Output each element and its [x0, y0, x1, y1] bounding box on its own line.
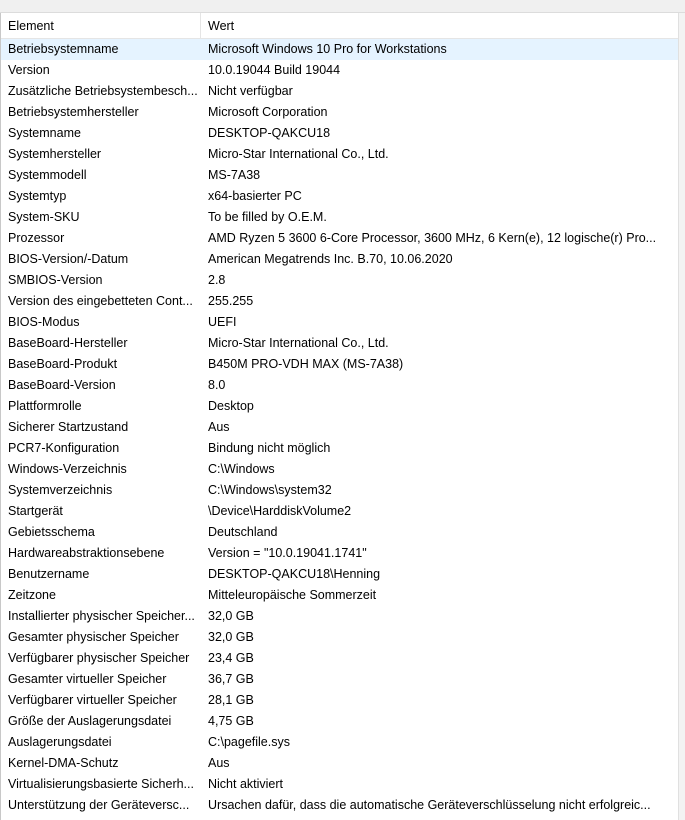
table-row[interactable] [1, 438, 678, 459]
table-row[interactable] [1, 312, 678, 333]
table-row[interactable] [1, 627, 678, 648]
row-element-cell: BaseBoard-Version [8, 378, 116, 392]
row-element-cell: BaseBoard-Produkt [8, 357, 118, 371]
row-element-cell: Systemtyp [8, 189, 67, 203]
table-row[interactable] [1, 606, 678, 627]
table-row[interactable] [1, 585, 678, 606]
row-element-cell: Größe der Auslagerungsdatei [8, 714, 172, 728]
table-row[interactable] [1, 60, 678, 81]
row-value-cell: Deutschland [208, 525, 278, 539]
table-row[interactable] [1, 501, 678, 522]
table-row[interactable] [1, 753, 678, 774]
table-row[interactable] [1, 774, 678, 795]
row-element-cell: Verfügbarer physischer Speicher [8, 651, 190, 665]
row-element-cell: SMBIOS-Version [8, 273, 103, 287]
window-top-bar [0, 0, 685, 13]
row-value-cell: Aus [208, 420, 230, 434]
row-value-cell: 4,75 GB [208, 714, 254, 728]
row-element-cell: Betriebsystemhersteller [8, 105, 139, 119]
row-element-cell: Systemverzeichnis [8, 483, 113, 497]
row-value-cell: 2.8 [208, 273, 226, 287]
row-value-cell: UEFI [208, 315, 237, 329]
row-element-cell: BIOS-Version/-Datum [8, 252, 129, 266]
row-element-cell: Zeitzone [8, 588, 56, 602]
row-value-cell: 10.0.19044 Build 19044 [208, 63, 341, 77]
table-row[interactable] [1, 144, 678, 165]
table-row[interactable] [1, 711, 678, 732]
column-header-element[interactable]: Element [1, 13, 201, 38]
table-row[interactable] [1, 186, 678, 207]
row-element-cell: Startgerät [8, 504, 63, 518]
row-element-cell: Zusätzliche Betriebsystembesch... [8, 84, 198, 98]
row-element-cell: Auslagerungsdatei [8, 735, 112, 749]
table-row[interactable] [1, 291, 678, 312]
row-value-cell: x64-basierter PC [208, 189, 302, 203]
row-value-cell: Aus [208, 756, 230, 770]
row-value-cell: American Megatrends Inc. B.70, 10.06.2020 [208, 252, 453, 266]
row-element-cell: Gesamter physischer Speicher [8, 630, 179, 644]
row-element-cell: Systemmodell [8, 168, 87, 182]
row-value-cell: DESKTOP-QAKCU18 [208, 126, 331, 140]
table-row[interactable] [1, 480, 678, 501]
row-element-cell: Systemname [8, 126, 81, 140]
row-value-cell: Microsoft Corporation [208, 105, 328, 119]
table-row[interactable] [1, 165, 678, 186]
row-element-cell: Version des eingebetteten Cont... [8, 294, 193, 308]
row-value-cell: C:\Windows\system32 [208, 483, 332, 497]
row-element-cell: Virtualisierungsbasierte Sicherh... [8, 777, 194, 791]
table-row[interactable] [1, 522, 678, 543]
table-row[interactable] [1, 81, 678, 102]
row-value-cell: \Device\HarddiskVolume2 [208, 504, 352, 518]
row-element-cell: BIOS-Modus [8, 315, 80, 329]
table-row[interactable] [1, 669, 678, 690]
table-row[interactable] [1, 228, 678, 249]
table-row[interactable] [1, 459, 678, 480]
row-value-cell: Micro-Star International Co., Ltd. [208, 336, 389, 350]
table-row[interactable] [1, 648, 678, 669]
row-value-cell: Micro-Star International Co., Ltd. [208, 147, 389, 161]
row-element-cell: Kernel-DMA-Schutz [8, 756, 119, 770]
row-element-cell: Prozessor [8, 231, 65, 245]
row-element-cell: Gebietsschema [8, 525, 95, 539]
row-value-cell: AMD Ryzen 5 3600 6-Core Processor, 3600 MHz, 6 Kern(e), 12 logische(r) Pro... [208, 231, 657, 245]
row-value-cell: To be filled by O.E.M. [208, 210, 327, 224]
table-row[interactable] [1, 249, 678, 270]
row-element-cell: Gesamter virtueller Speicher [8, 672, 167, 686]
row-element-cell: Benutzername [8, 567, 90, 581]
row-value-cell: Nicht aktiviert [208, 777, 284, 791]
row-value-cell: 23,4 GB [208, 651, 254, 665]
row-value-cell: 28,1 GB [208, 693, 254, 707]
row-element-cell: BaseBoard-Hersteller [8, 336, 128, 350]
table-row[interactable] [1, 270, 678, 291]
column-header-row [1, 13, 679, 39]
table-row[interactable] [1, 102, 678, 123]
row-value-cell: MS-7A38 [208, 168, 261, 182]
row-value-cell: DESKTOP-QAKCU18\Henning [208, 567, 381, 581]
row-value-cell: Mitteleuropäische Sommerzeit [208, 588, 377, 602]
row-value-cell: Nicht verfügbar [208, 84, 293, 98]
table-row[interactable] [1, 543, 678, 564]
row-element-cell: Systemhersteller [8, 147, 102, 161]
list-rows [1, 39, 678, 816]
row-value-cell: Ursachen dafür, dass die automatische Geräteverschlüsselung nicht erfolgreic... [208, 798, 651, 812]
system-summary-list[interactable] [0, 13, 679, 820]
table-row[interactable] [1, 375, 678, 396]
row-value-cell: Microsoft Windows 10 Pro for Workstations [208, 42, 447, 56]
table-row[interactable] [1, 207, 678, 228]
table-row[interactable] [1, 417, 678, 438]
row-value-cell: C:\pagefile.sys [208, 735, 290, 749]
row-element-cell: Unterstützung der Geräteversc... [8, 798, 190, 812]
table-row[interactable] [1, 333, 678, 354]
table-row[interactable] [1, 354, 678, 375]
row-element-cell: Plattformrolle [8, 399, 82, 413]
row-element-cell: Betriebsystemname [8, 42, 119, 56]
row-value-cell: 36,7 GB [208, 672, 254, 686]
row-value-cell: 255.255 [208, 294, 254, 308]
row-value-cell: 32,0 GB [208, 630, 254, 644]
row-element-cell: Windows-Verzeichnis [8, 462, 127, 476]
row-value-cell: 8.0 [208, 378, 226, 392]
row-element-cell: Hardwareabstraktionsebene [8, 546, 165, 560]
column-header-value[interactable]: Wert [208, 19, 235, 33]
row-element-cell: PCR7-Konfiguration [8, 441, 120, 455]
row-element-cell: Sicherer Startzustand [8, 420, 129, 434]
row-value-cell: 32,0 GB [208, 609, 254, 623]
row-value-cell: C:\Windows [208, 462, 275, 476]
table-row[interactable] [1, 732, 678, 753]
row-value-cell: Desktop [208, 399, 254, 413]
vertical-scrollbar[interactable] [678, 13, 685, 820]
table-row[interactable] [1, 795, 678, 816]
row-value-cell: Bindung nicht möglich [208, 441, 331, 455]
row-value-cell: Version = "10.0.19041.1741" [208, 546, 367, 560]
row-element-cell: System-SKU [8, 210, 80, 224]
table-row[interactable] [1, 690, 678, 711]
row-value-cell: B450M PRO-VDH MAX (MS-7A38) [208, 357, 404, 371]
table-row[interactable] [1, 123, 678, 144]
table-row[interactable] [1, 564, 678, 585]
row-element-cell: Installierter physischer Speicher... [8, 609, 195, 623]
row-element-cell: Version [8, 63, 50, 77]
table-row[interactable] [1, 39, 678, 60]
table-row[interactable] [1, 396, 678, 417]
row-element-cell: Verfügbarer virtueller Speicher [8, 693, 177, 707]
